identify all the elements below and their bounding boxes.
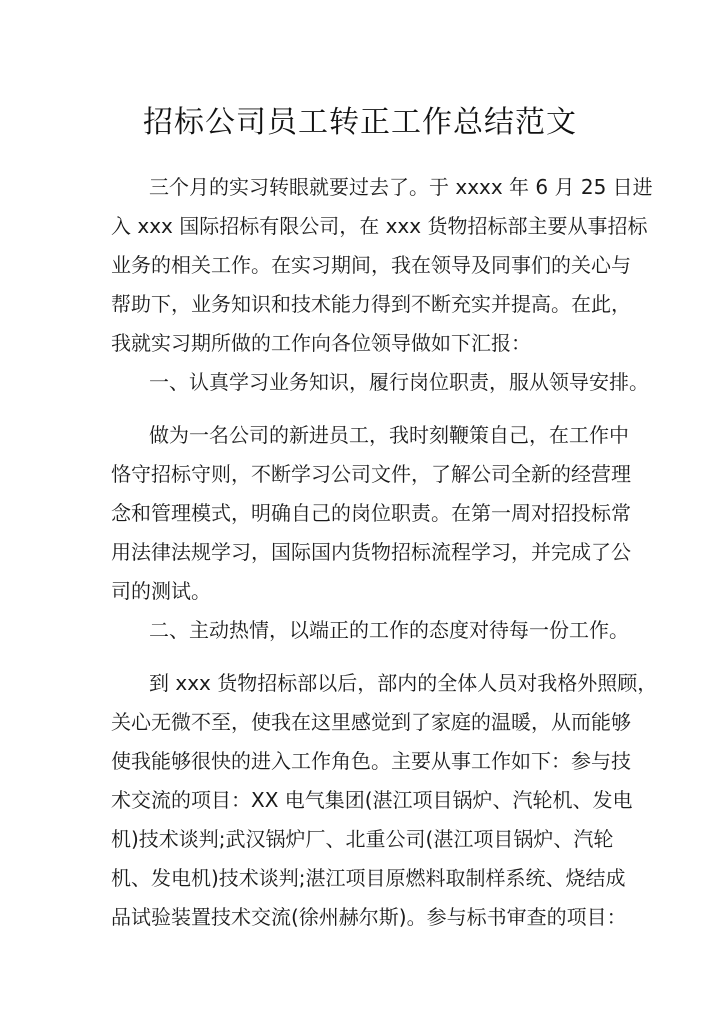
paragraph-3-line-7: 品试验装置技术交流(徐州赫尔斯)。参与标书审查的项目： xyxy=(111,905,627,929)
paragraph-2-line-5: 司的测试。 xyxy=(111,579,211,603)
paragraph-3-line-3: 使我能够很快的进入工作角色。主要从事工作如下：参与技 xyxy=(111,749,631,773)
section-heading-2: 二、主动热情，以端正的工作的态度对待每一份工作。 xyxy=(149,618,629,642)
paragraph-1-line-5: 我就实习期所做的工作向各位领导做如下汇报： xyxy=(111,331,531,355)
paragraph-2-line-2: 恪守招标守则，不断学习公司文件，了解公司全新的经营理 xyxy=(111,462,631,486)
section-heading-1: 一、认真学习业务知识，履行岗位职责，服从领导安排。 xyxy=(149,370,649,394)
paragraph-1-line-1: 三个月的实习转眼就要过去了。于 xxxx 年 6 月 25 日进 xyxy=(149,175,653,199)
paragraph-1-line-2: 入 xxx 国际招标有限公司，在 xxx 货物招标部主要从事招标 xyxy=(111,214,648,238)
paragraph-2-line-3: 念和管理模式，明确自己的岗位职责。在第一周对招投标常 xyxy=(111,501,631,525)
paragraph-3-line-1: 到 xxx 货物招标部以后，部内的全体人员对我格外照顾， xyxy=(149,671,658,695)
paragraph-3-line-6: 机、发电机)技术谈判;湛江项目原燃料取制样系统、烧结成 xyxy=(111,866,626,890)
paragraph-2-line-4: 用法律法规学习，国际国内货物招标流程学习，并完成了公 xyxy=(111,540,631,564)
paragraph-1-line-4: 帮助下，业务知识和技术能力得到不断充实并提高。在此， xyxy=(111,292,631,316)
paragraph-2-line-1: 做为一名公司的新进员工，我时刻鞭策自己，在工作中 xyxy=(149,423,629,447)
paragraph-3-line-2: 关心无微不至，使我在这里感觉到了家庭的温暖，从而能够 xyxy=(111,710,631,734)
paragraph-3-line-5: 机)技术谈判;武汉锅炉厂、北重公司(湛江项目锅炉、汽轮 xyxy=(111,827,614,851)
paragraph-1-line-3: 业务的相关工作。在实习期间，我在领导及同事们的关心与 xyxy=(111,253,631,277)
document-title: 招标公司员工转正工作总结范文 xyxy=(143,105,577,140)
paragraph-3-line-4: 术交流的项目：XX 电气集团(湛江项目锅炉、汽轮机、发电 xyxy=(111,788,633,812)
